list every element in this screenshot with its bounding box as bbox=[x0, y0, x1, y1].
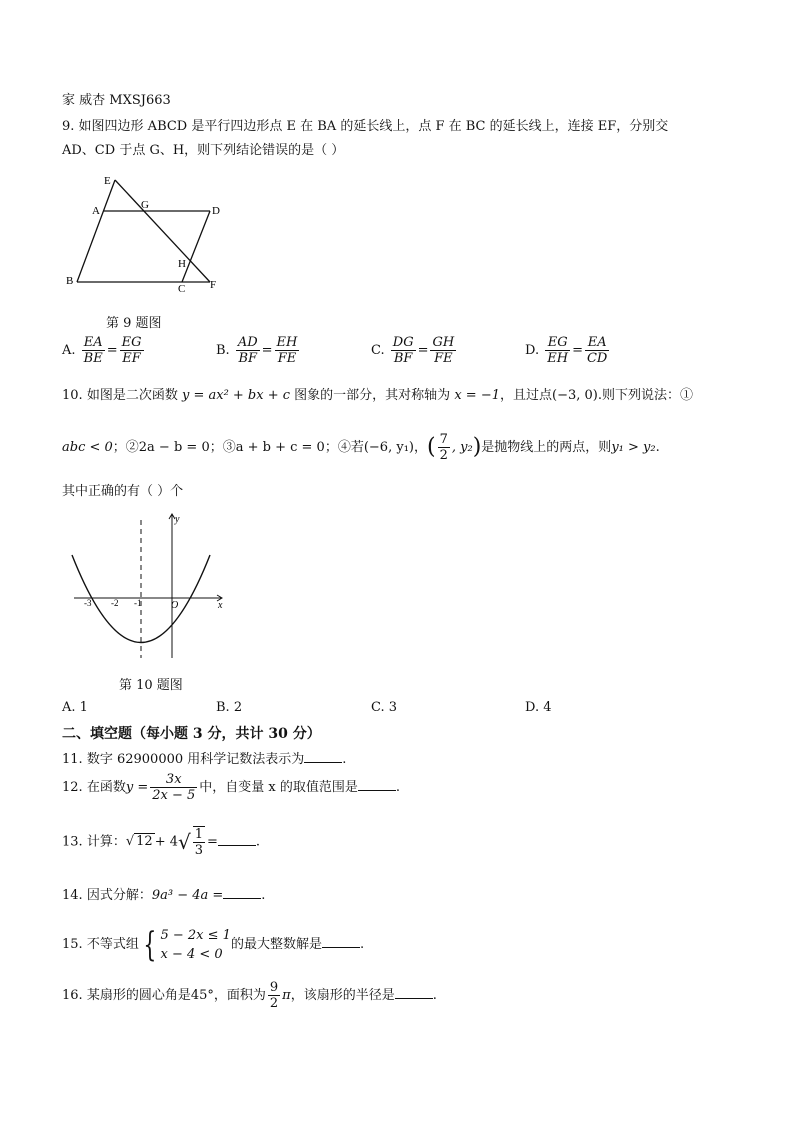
section2-title: 二、填空题（每小题 3 分，共计 30 分） bbox=[62, 726, 321, 742]
q9-number: 9. bbox=[62, 119, 75, 134]
q10-axis-x: x bbox=[218, 600, 223, 611]
q12: 12. 在函数y = $\frac{3x}{2x - 5}$ 中，自变量 x 的取值范围是 . bbox=[62, 772, 400, 803]
q11-blank[interactable] bbox=[304, 750, 342, 763]
q10-tick-m1: -1 bbox=[134, 598, 142, 608]
q10-origin: O bbox=[171, 600, 179, 611]
q15: 15. 不等式组 { 5 − 2x ≤ 1 x − 4 < 0的最大整数解是 . bbox=[62, 924, 365, 965]
q9-option-d: D. $\frac{EG}{EH}$ = $\frac{EA}{CD}$ bbox=[525, 335, 608, 366]
q10-line2: abc < 0；②2a − b = 0；③a + b + c = 0；④若(−6, y₁)，( $\frac{7}{2}$ , y₂)是抛物线上的两点，则y₁ > y₂. bbox=[62, 432, 660, 463]
q13: 13. 计算：√ 12 + 4√ $\frac{1}{3}$ = . bbox=[62, 827, 261, 858]
q16: 16. 某扇形的圆心角是45°，面积为 $\frac{9}{2}$ π，该扇形的半径是 . bbox=[62, 980, 437, 1011]
q9-option-a: A. $\frac{EA}{BE}$ = $\frac{EG}{EF}$ bbox=[62, 335, 142, 366]
q9-stem1: 如图四边形 ABCD 是平行四边形点 E 在 BA 的延长线上，点 F 在 BC 的延长线上，连接 EF，分别交 bbox=[78, 119, 669, 134]
header-text: 家 威杏 MXSJ663 bbox=[62, 93, 171, 108]
q10-axis-y: y bbox=[175, 514, 180, 525]
q9-option-b: B. $\frac{AD}{BF}$ = $\frac{EH}{FE}$ bbox=[216, 335, 298, 366]
q10-tick-m3: -3 bbox=[84, 598, 92, 608]
q14: 14. 因式分解：9a³ − 4a = . bbox=[62, 888, 266, 903]
q10-tick-m2: -2 bbox=[111, 598, 119, 608]
q9-option-c: C. $\frac{DG}{BF}$ = $\frac{GH}{FE}$ bbox=[371, 335, 455, 366]
q9-figure-caption: 第 9 题图 bbox=[106, 316, 162, 331]
q11: 11. 数字 62900000 用科学记数法表示为 . bbox=[62, 752, 347, 767]
q10-function: y = ax² + bx + c bbox=[181, 388, 291, 403]
q13-blank[interactable] bbox=[218, 833, 256, 846]
q9-figure bbox=[62, 170, 232, 295]
q9-stem-line1 bbox=[62, 118, 668, 136]
q10-option-c: C. 3 bbox=[371, 700, 398, 715]
q10-line3: 其中正确的有（ ）个 bbox=[62, 484, 184, 499]
q9-label-e: E bbox=[104, 175, 111, 187]
q9-label-g: G bbox=[141, 199, 149, 211]
q9-label-a: A bbox=[92, 205, 100, 217]
q9-label-b: B bbox=[66, 275, 74, 287]
q10-option-a: A. 1 bbox=[62, 700, 88, 715]
q9-label-h: H bbox=[178, 258, 186, 270]
q15-blank[interactable] bbox=[322, 935, 360, 948]
q9-label-f: F bbox=[210, 279, 217, 291]
q9-label-c: C bbox=[178, 283, 186, 295]
q10-figure bbox=[62, 510, 232, 662]
q14-blank[interactable] bbox=[223, 886, 261, 899]
q12-blank[interactable] bbox=[358, 778, 396, 791]
q10-line1: 10. 如图是二次函数 y = ax² + bx + c 图象的一部分，其对称轴为 x = −1，且过点(−3, 0).则下列说法：① bbox=[62, 388, 693, 403]
q9-stem-line2: AD、CD 于点 G、H，则下列结论错误的是（ ） bbox=[62, 143, 345, 158]
q10-option-b: B. 2 bbox=[216, 700, 243, 715]
q16-blank[interactable] bbox=[395, 986, 433, 999]
q10-option-d: D. 4 bbox=[525, 700, 552, 715]
q10-figure-caption: 第 10 题图 bbox=[119, 678, 183, 693]
q9-label-d: D bbox=[212, 205, 220, 217]
